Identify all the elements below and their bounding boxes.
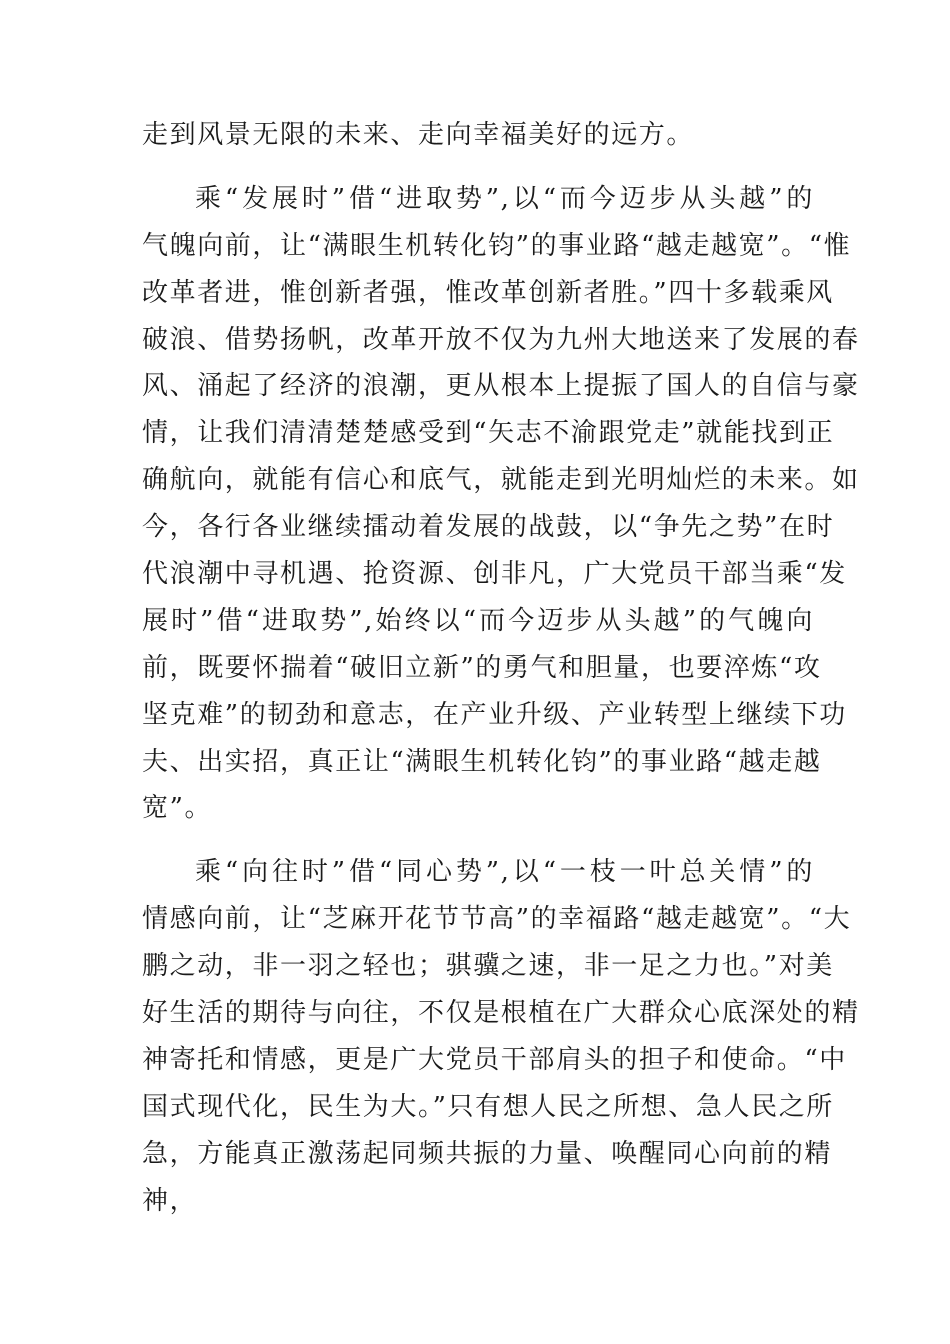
text-line: 改革者进，惟创新者强，惟改革创新者胜。”四十多载乘风 — [142, 277, 834, 308]
paragraph — [142, 849, 860, 1224]
text-line: 乘“发展时”借“进取势”,以“而今迈步从头越”的 — [195, 183, 814, 214]
text-line: 今，各行各业继续擂动着发展的战鼓，以“争先之势”在时 — [142, 512, 835, 543]
text-line: 走到风景无限的未来、走向幸福美好的远方。 — [142, 120, 695, 150]
text-line: 国式现代化，民生为大。”只有想人民之所想、急人民之所 — [142, 1091, 834, 1122]
text-line: 展时”借“进取势”,始终以“而今迈步从头越”的气魄向 — [142, 605, 814, 636]
text-line: 风、涌起了经济的浪潮，更从根本上提振了国人的自信与豪 — [142, 371, 860, 402]
text-line: 情感向前，让“芝麻开花节节高”的幸福路“越走越宽”。“大 — [142, 904, 852, 935]
text-line: 好生活的期待与向往，不仅是根植在广大群众心底深处的精 — [142, 998, 860, 1029]
text-line: 确航向，就能有信心和底气，就能走到光明灿烂的未来。如 — [142, 465, 860, 496]
text-line: 夫、出实招，真正让“满眼生机转化钧”的事业路“越走越 — [142, 746, 822, 777]
text-line: 坚克难”的韧劲和意志，在产业升级、产业转型上继续下功 — [142, 699, 847, 730]
body-text — [142, 112, 860, 1224]
text-line: 乘“向往时”借“同心势”,以“一枝一叶总关情”的 — [195, 857, 814, 888]
text-line: 气魄向前，让“满眼生机转化钧”的事业路“越走越宽”。“惟 — [142, 230, 852, 261]
paragraph-gap — [142, 832, 814, 849]
paragraph-gap — [142, 159, 814, 176]
paragraph — [142, 176, 860, 832]
text-line: 神， — [142, 1185, 198, 1216]
text-line: 情，让我们清清楚楚感受到“矢志不渝跟党走”就能找到正 — [142, 418, 835, 449]
text-line: 急，方能真正激荡起同频共振的力量、唤醒同心向前的精 — [142, 1138, 833, 1169]
text-line: 宽”。 — [142, 793, 213, 824]
text-line: 破浪、借势扬帆，改革开放不仅为九州大地送来了发展的春 — [142, 324, 860, 355]
text-line: 前，既要怀揣着“破旧立新”的勇气和胆量，也要淬炼“攻 — [142, 652, 822, 683]
paragraph — [142, 112, 814, 159]
text-line: 神寄托和情感，更是广大党员干部肩头的担子和使命。“中 — [142, 1044, 847, 1075]
text-line: 鹏之动，非一羽之轻也；骐骥之速，非一足之力也。”对美 — [142, 951, 834, 982]
text-line: 代浪潮中寻机遇、抢资源、创非凡，广大党员干部当乘“发 — [142, 559, 847, 590]
